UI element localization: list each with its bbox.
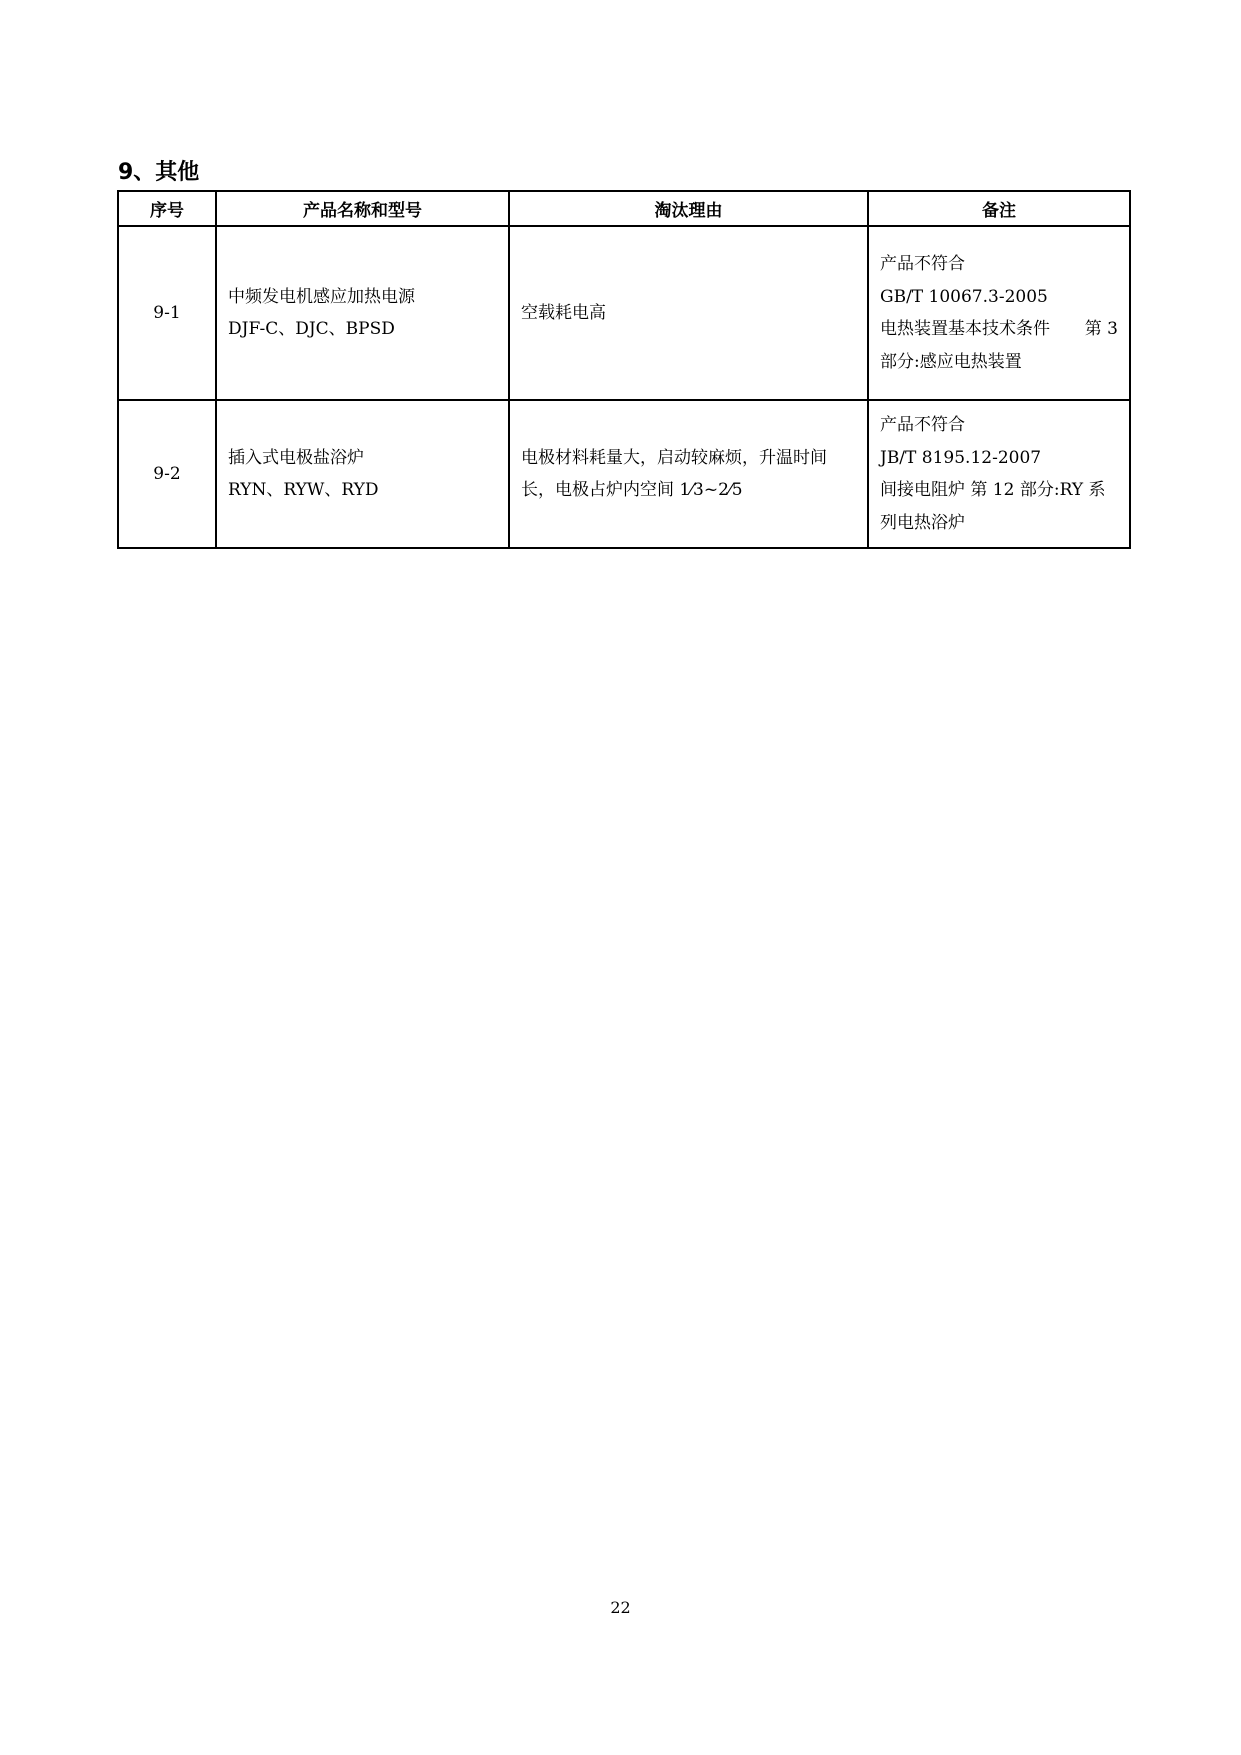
product-name: 中频发电机感应加热电源 xyxy=(228,286,415,307)
row-seq: 9-2 xyxy=(118,400,216,548)
reason-text: 长，电极占炉内空间 1⁄3~2⁄5 xyxy=(521,480,743,500)
row-note xyxy=(868,226,1130,400)
row-seq: 9-1 xyxy=(118,226,216,400)
note-line: 列电热浴炉 xyxy=(880,512,965,533)
section-title: 9、其他 xyxy=(118,160,200,185)
header-seq: 序号 xyxy=(118,191,216,226)
row-reason xyxy=(509,400,868,548)
note-standard-title: 电热装置基本技术条件 xyxy=(880,319,1050,339)
header-note: 备注 xyxy=(868,191,1130,226)
row-note xyxy=(868,400,1130,548)
note-part: 第 3 xyxy=(1084,319,1118,339)
note-standard: JB/T 8195.12-2007 xyxy=(880,447,1042,468)
product-models: DJF-C、DJC、BPSD xyxy=(228,319,395,339)
note-line: 间接电阻炉 第 12 部分:RY 系 xyxy=(880,480,1106,500)
page-number: 22 xyxy=(610,1598,631,1617)
row-product xyxy=(216,400,509,548)
note-standard: GB/T 10067.3-2005 xyxy=(880,286,1048,307)
header-product: 产品名称和型号 xyxy=(216,191,509,226)
table-header-row xyxy=(118,191,1130,226)
note-line: 产品不符合 xyxy=(880,415,965,435)
note-line: 部分:感应电热装置 xyxy=(880,351,1022,372)
reason-text: 空载耗电高 xyxy=(521,302,606,323)
table-row xyxy=(118,400,1130,548)
table-row xyxy=(118,226,1130,400)
reason-text: 电极材料耗量大，启动较麻烦，升温时间 xyxy=(521,447,827,468)
eliminated-products-table xyxy=(117,190,1131,549)
header-reason: 淘汰理由 xyxy=(509,191,868,226)
note-line xyxy=(880,313,1118,346)
note-line: 产品不符合 xyxy=(880,254,965,274)
product-name: 插入式电极盐浴炉 xyxy=(228,447,364,468)
row-reason xyxy=(509,226,868,400)
row-product xyxy=(216,226,509,400)
product-models: RYN、RYW、RYD xyxy=(228,480,379,500)
